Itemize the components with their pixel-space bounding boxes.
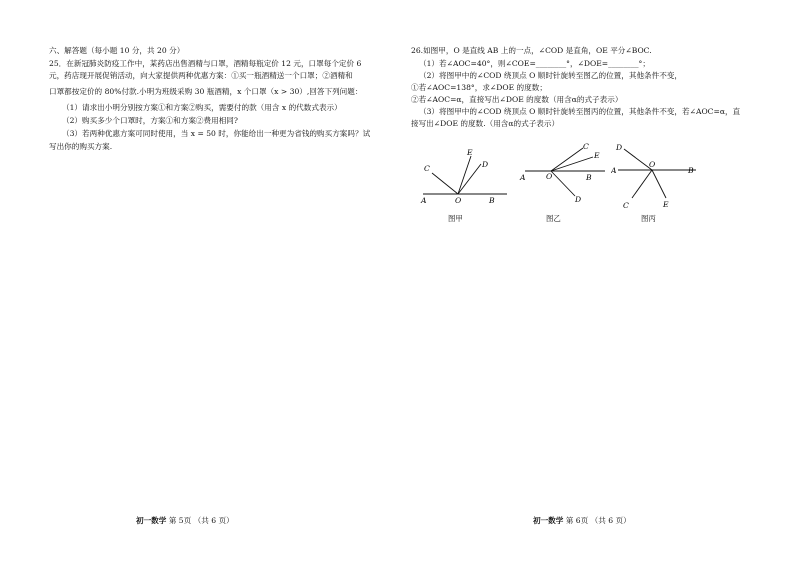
- figure-yi: [515, 140, 625, 210]
- fig-jia-label-a: A: [421, 196, 427, 205]
- footer-subject: 初一数学: [136, 516, 167, 525]
- fig-jia-label-c: C: [424, 164, 430, 173]
- footer-right: [533, 517, 631, 525]
- fig-yi-label-a: A: [520, 173, 526, 182]
- footer-page: 第 5页: [168, 516, 192, 525]
- figure-jia: [415, 140, 525, 210]
- footer-left: [136, 517, 234, 525]
- fig-jia-label-o: O: [455, 196, 462, 205]
- fig-jia-caption: 图甲: [448, 214, 463, 223]
- right-page: [397, 0, 794, 561]
- fig-bing-label-a: A: [611, 166, 617, 175]
- section-title: 六、解答题（每小题 10 分，共 20 分）: [49, 46, 185, 55]
- fig-jia-label-b: B: [489, 196, 495, 205]
- q25-line-2: 元，药店现开展促销活动，向大家提供两种优惠方案：①买一瓶酒精送一个口罩；②酒精和: [49, 71, 353, 80]
- fig-yi-label-d: D: [575, 195, 582, 204]
- q26-sub1: （1）若∠AOC=40°，则∠COE=________°，∠DOE=________°；: [419, 59, 650, 68]
- fig-yi-label-b: B: [586, 173, 592, 182]
- fig-bing-label-o: O: [649, 160, 656, 169]
- q25-sub1: （1）请求出小明分别按方案①和方案②购买，需要付的款（用含 x 的代数式表示）: [62, 103, 342, 112]
- footer-subject: 初一数学: [533, 516, 564, 525]
- q25-sub2: （2）购买多少个口罩时，方案①和方案②费用相同?: [62, 116, 238, 125]
- q25-line-1: 25．在新冠肺炎防疫工作中，某药店出售酒精与口罩，酒精每瓶定价 12 元，口罩每个定价 6: [49, 59, 362, 68]
- q26-sub3: （3）将图甲中的∠COD 绕顶点 O 顺时针旋转至图丙的位置，其他条件不变，若∠AOC=α，直: [419, 107, 741, 116]
- footer-total: （共 6 页）: [590, 516, 631, 525]
- q25-sub3-cont: 写出你的购买方案.: [49, 142, 113, 151]
- fig-yi-caption: 图乙: [546, 214, 561, 223]
- fig-jia-label-d: D: [482, 160, 489, 169]
- fig-bing-label-d: D: [616, 143, 623, 152]
- q26-line-1: 26.如图甲，O 是直线 AB 上的一点，∠COD 是直角，OE 平分∠BOC.: [411, 46, 652, 55]
- fig-bing-caption: 图丙: [641, 214, 656, 223]
- q26-sub3-cont: 接写出∠DOE 的度数.（用含α的式子表示）: [411, 119, 560, 128]
- fig-bing-label-b: B: [688, 166, 694, 175]
- q25-sub3: （3）若两种优惠方案可同时使用，当 x = 50 时，你能给出一种更为省钱的购买方案吗？试: [62, 129, 371, 138]
- fig-yi-label-c: C: [583, 142, 589, 151]
- q26-sub2: （2）将图甲中的∠COD 绕顶点 O 顺时针旋转至图乙的位置，其他条件不变，: [419, 71, 683, 80]
- footer-page: 第 6页: [565, 516, 589, 525]
- q25-line-3: 口罩都按定价的 80%付款.小明为班级采购 30 瓶酒精，x 个口罩（x > 30）,回答下列问题：: [49, 87, 363, 96]
- figure-bing: [611, 140, 721, 215]
- q26-sub2-1: ①若∠AOC=138°，求∠DOE 的度数；: [411, 83, 547, 92]
- fig-yi-label-o: O: [546, 172, 553, 181]
- fig-jia-label-e: E: [467, 148, 473, 157]
- fig-yi-label-e: E: [594, 151, 600, 160]
- fig-bing-label-c: C: [623, 201, 629, 210]
- footer-total: （共 6 页）: [193, 516, 234, 525]
- fig-bing-label-e: E: [663, 200, 669, 209]
- q26-sub2-2: ②若∠AOC=α，直接写出∠DOE 的度数（用含α的式子表示）: [411, 95, 623, 104]
